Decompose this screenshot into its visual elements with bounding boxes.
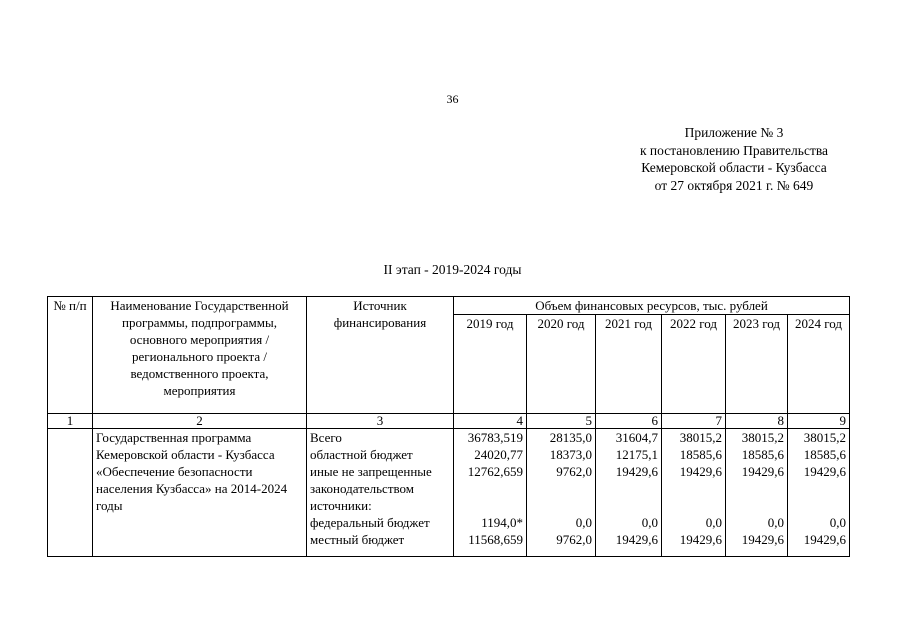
value-cell: 0,0 xyxy=(829,515,847,530)
header-year-2021: 2021 год xyxy=(596,315,662,414)
value-cell: 19429,6 xyxy=(803,464,847,479)
source-other: иные не запрещенные законодательством источники: xyxy=(310,464,432,513)
header-year-2019: 2019 год xyxy=(454,315,527,414)
source-regional: областной бюджет xyxy=(310,447,413,462)
value-cell: 18585,6 xyxy=(741,447,784,462)
values-2021 xyxy=(596,429,662,557)
value-cell: 18585,6 xyxy=(803,447,847,462)
appendix-line-2: к постановлению Правительства xyxy=(639,142,829,158)
value-cell: 0,0 xyxy=(705,515,722,530)
values-2020 xyxy=(527,429,596,557)
value-cell: 19429,6 xyxy=(741,464,784,479)
column-number: 7 xyxy=(662,414,726,429)
value-cell: 28135,0 xyxy=(549,430,592,445)
value-cell: 38015,2 xyxy=(803,430,847,445)
value-cell: 19429,6 xyxy=(615,532,658,547)
value-cell: 12175,1 xyxy=(615,447,658,462)
value-cell: 38015,2 xyxy=(679,430,722,445)
header-volume: Объем финансовых ресурсов, тыс. рублей xyxy=(454,297,850,315)
value-cell: 0,0 xyxy=(575,515,592,530)
stage-title: II этап - 2019-2024 годы xyxy=(383,262,522,277)
value-cell: 38015,2 xyxy=(741,430,784,445)
value-cell: 31604,7 xyxy=(615,430,658,445)
page-number: 36 xyxy=(446,92,459,106)
sources-cell xyxy=(307,429,454,557)
header-year-2022: 2022 год xyxy=(662,315,726,414)
appendix-line-1: Приложение № 3 xyxy=(684,125,784,140)
value-cell: 24020,77 xyxy=(474,447,523,462)
column-number: 4 xyxy=(454,414,527,429)
program-name: Государственная программа Кемеровской области - Кузбасса «Обеспечение безопасности населения Кузбасса» на 2014-2024 годы xyxy=(93,429,307,557)
value-cell: 11568,659 xyxy=(468,532,523,547)
value-cell: 0,0 xyxy=(641,515,658,530)
value-cell: 12762,659 xyxy=(467,464,523,479)
value-cell: 9762,0 xyxy=(556,532,592,547)
appendix-line-4: от 27 октября 2021 г. № 649 xyxy=(654,177,814,193)
value-cell: 18585,6 xyxy=(679,447,722,462)
source-federal: федеральный бюджет xyxy=(310,515,430,530)
column-number: 2 xyxy=(93,414,307,429)
source-local: местный бюджет xyxy=(310,532,405,547)
column-number: 3 xyxy=(307,414,454,429)
values-2024 xyxy=(788,429,850,557)
value-cell: 1194,0* xyxy=(481,515,523,530)
program-num xyxy=(48,429,93,557)
value-cell: 9762,0 xyxy=(556,464,592,479)
header-year-2020: 2020 год xyxy=(527,315,596,414)
value-cell: 0,0 xyxy=(767,515,784,530)
value-cell: 19429,6 xyxy=(679,532,722,547)
column-number: 8 xyxy=(726,414,788,429)
column-number: 1 xyxy=(48,414,93,429)
values-2019 xyxy=(454,429,527,557)
header-year-2024: 2024 год xyxy=(788,315,850,414)
column-number: 9 xyxy=(788,414,850,429)
value-cell: 18373,0 xyxy=(549,447,592,462)
table-row xyxy=(48,429,850,557)
value-cell: 19429,6 xyxy=(741,532,784,547)
column-number: 6 xyxy=(596,414,662,429)
value-cell: 19429,6 xyxy=(615,464,658,479)
value-cell: 19429,6 xyxy=(803,532,847,547)
values-2022 xyxy=(662,429,726,557)
values-2023 xyxy=(726,429,788,557)
header-source: Источник финансирования xyxy=(307,297,454,414)
value-cell: 36783,519 xyxy=(467,430,523,445)
header-num: № п/п xyxy=(48,297,93,414)
appendix-block xyxy=(600,124,868,194)
column-number: 5 xyxy=(527,414,596,429)
source-total: Всего xyxy=(310,430,342,445)
header-name: Наименование Государственной программы, подпрограммы, основного мероприятия / регионального проекта / ведомственного проекта, мероприятия xyxy=(93,297,307,414)
value-cell: 19429,6 xyxy=(679,464,722,479)
appendix-line-3: Кемеровской области - Кузбасса xyxy=(641,160,827,175)
header-year-2023: 2023 год xyxy=(726,315,788,414)
financing-table xyxy=(47,296,850,557)
